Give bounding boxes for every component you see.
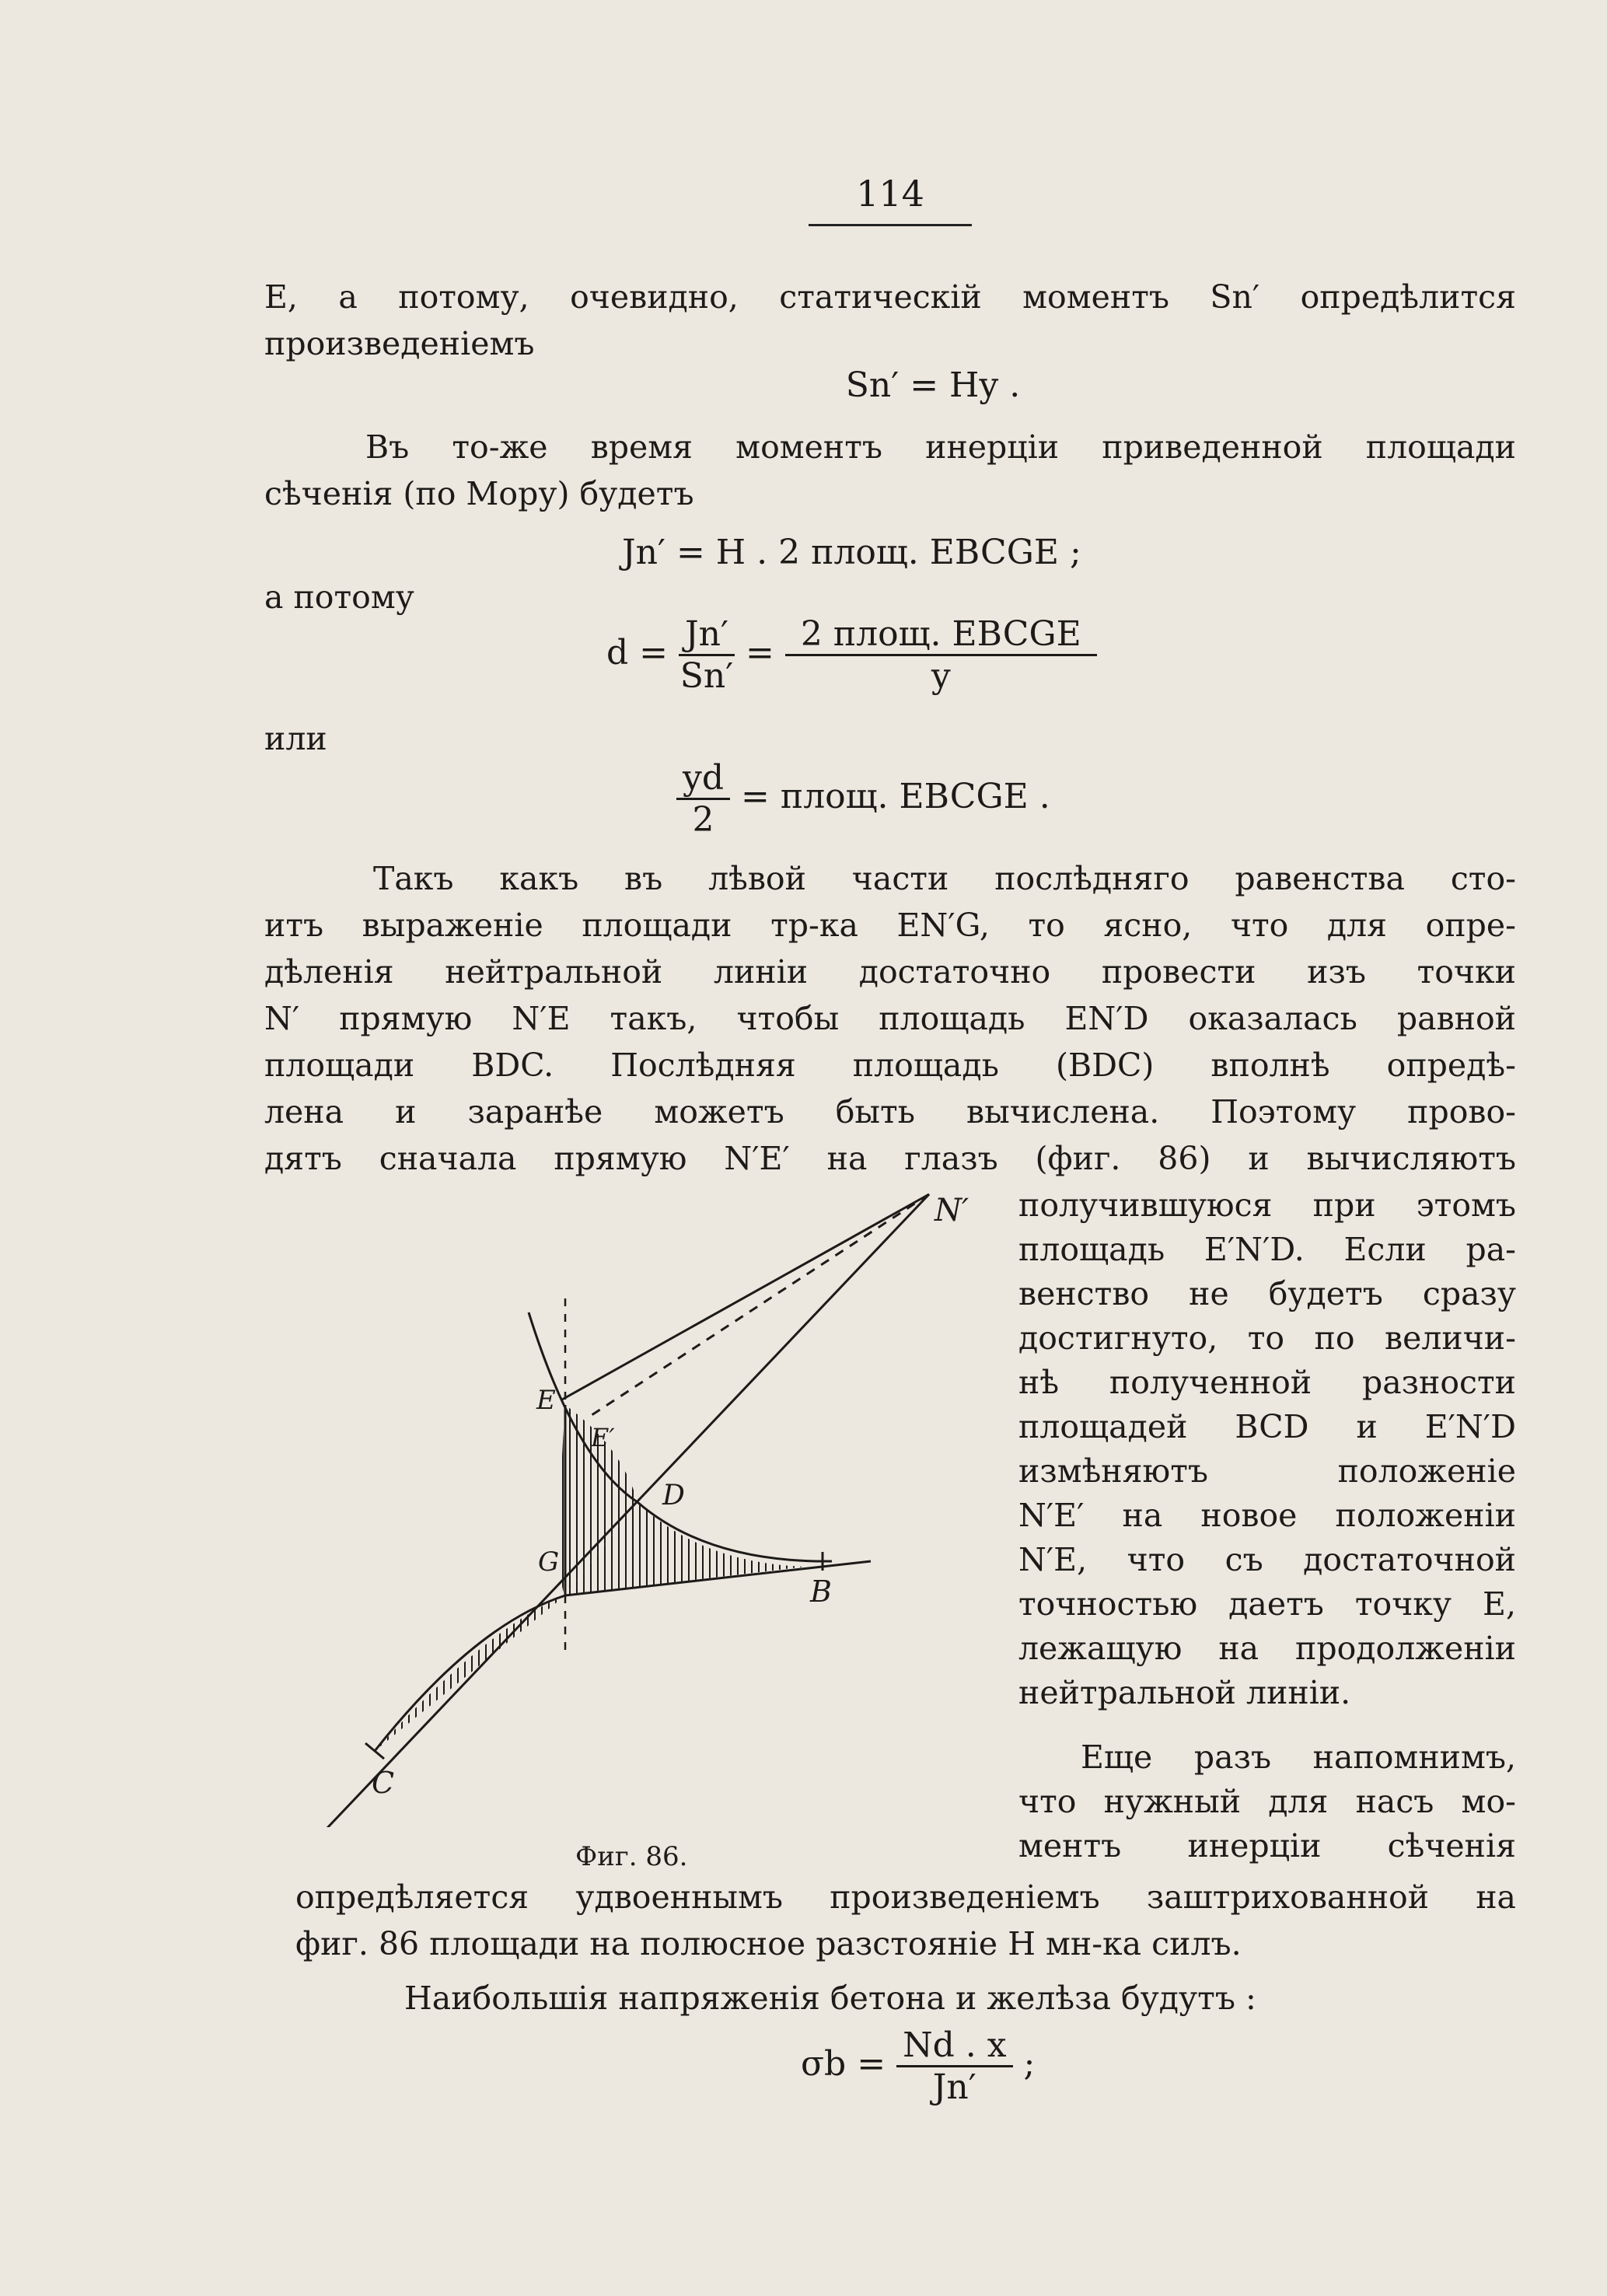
text-line: N′E′ на новое положеніи [1018, 1497, 1516, 1534]
text-line: Въ то-же время моментъ инерціи приведенной площади [365, 428, 1516, 466]
text-line: достигнуто, то по величи- [1018, 1319, 1516, 1357]
formula-part: d = [606, 633, 669, 673]
text-line: площади BDC. Послѣдняя площадь (BDC) вполнѣ опредѣ- [264, 1047, 1516, 1084]
denominator: 2 [692, 800, 714, 840]
label-E-prime: E′ [591, 1423, 615, 1452]
text-line: итъ выраженіе площади тр-ка EN′G, то ясно, что для опре- [264, 907, 1516, 944]
text-line: опредѣляется удвоеннымъ произведеніемъ заштрихованной на [295, 1878, 1516, 1916]
label-C: C [372, 1766, 395, 1800]
formula-static-moment: Sn′ = Hy . [845, 365, 1021, 405]
formula-yd [676, 758, 1050, 840]
text-line: измѣняютъ положеніе [1018, 1452, 1516, 1490]
text-line: N′E, что съ достаточной [1018, 1541, 1516, 1578]
numerator: Nd . x [896, 2025, 1012, 2067]
fraction [785, 614, 1097, 696]
formula-sigma-b [801, 2025, 1035, 2107]
text-line: получившуюся при этомъ [1018, 1186, 1516, 1224]
text-line: лежащую на продолженіи [1018, 1630, 1516, 1667]
text-line: Еще разъ напомнимъ, [1081, 1739, 1516, 1776]
text-line: E, а потому, очевидно, статическій моментъ Sn′ опредѣлится [264, 278, 1516, 316]
figure-caption: Фиг. 86. [575, 1841, 688, 1872]
label-E: E [536, 1385, 556, 1416]
formula-part: σb = [801, 2044, 886, 2084]
denominator: y [931, 656, 951, 696]
text-line: дятъ сначала прямую N′E′ на глазъ (фиг. 86) и вычисляютъ [264, 1140, 1516, 1177]
text-line: сѣченія (по Мору) будетъ [264, 475, 694, 512]
text-line: нейтральной линіи. [1018, 1674, 1351, 1711]
formula-part: = площ. EBCGE . [741, 777, 1050, 816]
text-line: произведеніемъ [264, 325, 535, 362]
fraction [679, 614, 735, 696]
text-line: ментъ инерціи сѣченія [1018, 1827, 1516, 1864]
formula-part: ; [1023, 2044, 1036, 2084]
fraction [676, 758, 730, 840]
numerator: yd [676, 758, 730, 800]
label-B: B [810, 1574, 832, 1609]
text-line: или [264, 720, 327, 757]
text-line: что нужный для насъ мо- [1018, 1783, 1516, 1820]
text-line: венство не будетъ сразу [1018, 1275, 1516, 1312]
fraction [896, 2025, 1012, 2107]
text-line: Такъ какъ въ лѣвой части послѣдняго равенства сто- [373, 860, 1516, 897]
page-number: 114 [809, 173, 972, 226]
formula-moment-inertia: Jn′ = H . 2 площ. EBCGE ; [622, 533, 1081, 572]
figure-86 [295, 1190, 1026, 1827]
text-line: точностью даетъ точку E, [1018, 1585, 1516, 1623]
text-line: дѣленія нейтральной линіи достаточно провести изъ точки [264, 953, 1516, 991]
text-line: N′ прямую N′E такъ, чтобы площадь EN′D оказалась равной [264, 1000, 1516, 1037]
numerator: 2 площ. EBCGE [785, 614, 1097, 656]
text-line: площадей BCD и E′N′D [1018, 1408, 1516, 1445]
label-N-prime: N′ [935, 1193, 969, 1228]
text-line: а потому [264, 578, 414, 616]
denominator: Sn′ [679, 656, 734, 696]
text-line: лена и заранѣе можетъ быть вычислена. Поэтому прово- [264, 1093, 1516, 1131]
formula-d [606, 614, 1097, 696]
text-line: фиг. 86 площади на полюсное разстояніе H мн-ка силъ. [295, 1925, 1242, 1962]
label-D: D [662, 1480, 685, 1511]
label-G: G [538, 1546, 560, 1578]
text-line: нѣ полученной разности [1018, 1364, 1516, 1401]
text-line: площадь E′N′D. Если ра- [1018, 1231, 1516, 1268]
formula-part: = [746, 633, 774, 673]
numerator: Jn′ [679, 614, 735, 656]
text-line: Наибольшія напряженія бетона и желѣза будутъ : [404, 1980, 1256, 2017]
denominator: Jn′ [932, 2067, 976, 2107]
